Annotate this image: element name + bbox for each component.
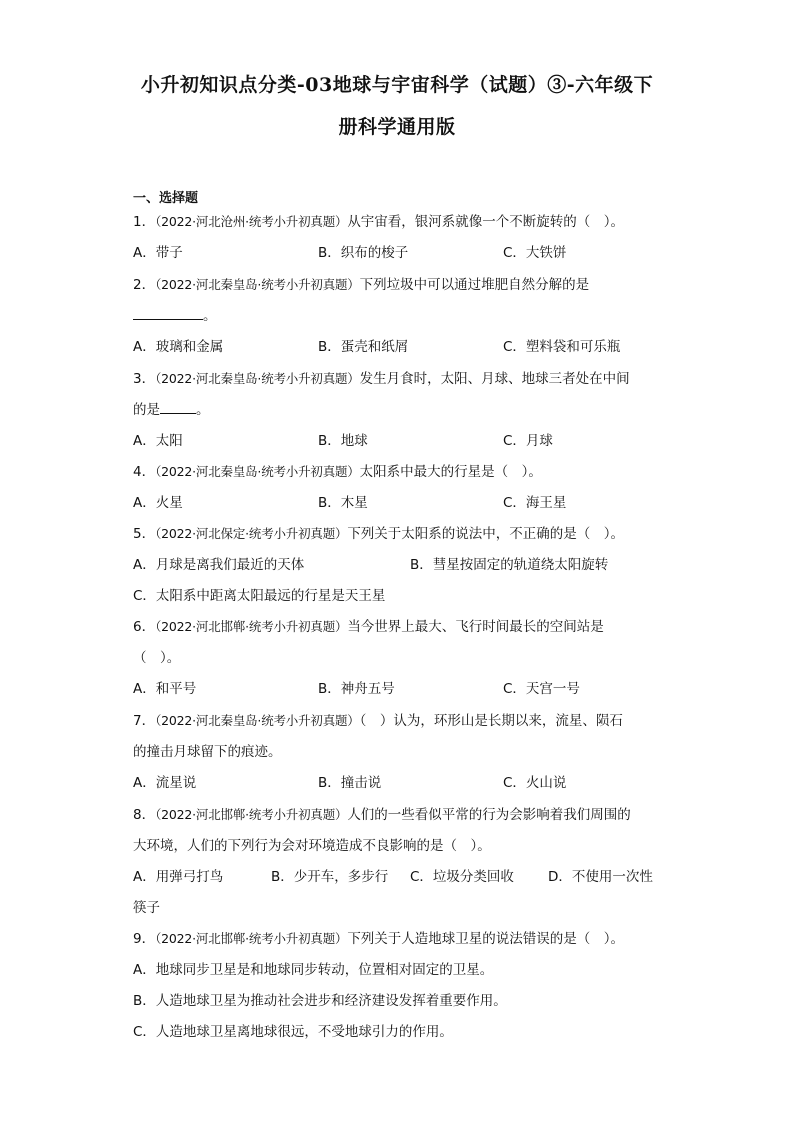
question-3 (133, 370, 663, 388)
question-2 (133, 276, 663, 294)
option-d-continued: 筷子 (133, 900, 160, 916)
option-b: B．人造地球卫星为推动社会进步和经济建设发挥着重要作用。 (133, 993, 507, 1009)
answer-blank (133, 307, 203, 320)
question-source: （2022·河北秦皇岛·统考小升初真题） (155, 371, 360, 386)
question-8 (133, 806, 663, 824)
question-source: （2022·河北沧州·统考小升初真题） (155, 214, 348, 229)
question-source: （2022·河北邯郸·统考小升初真题） (155, 619, 348, 634)
option-c: C．月球 (503, 433, 553, 449)
question-source: （2022·河北秦皇岛·统考小升初真题） (155, 713, 360, 728)
question-number: 3． (133, 371, 156, 387)
option-c: C．人造地球卫星离地球很远，不受地球引力的作用。 (133, 1024, 453, 1040)
option-c: C．大铁饼 (503, 245, 567, 261)
question-text-2: 的撞击月球留下的痕迹。 (133, 744, 282, 760)
option-a: A．月球是离我们最近的天体 (133, 557, 305, 573)
option-b: B．神舟五号 (318, 681, 395, 697)
option-b: B．织布的梭子 (318, 245, 409, 261)
option-b: B．少开车，多步行 (271, 869, 389, 885)
question-number: 2． (133, 277, 156, 293)
question-1 (133, 213, 663, 231)
question-3-line2 (133, 401, 663, 419)
question-number: 6． (133, 619, 156, 635)
question-text-2: 的是 (133, 402, 160, 418)
question-4 (133, 463, 663, 481)
answer-blank (160, 401, 196, 414)
question-text: 下列垃圾中可以通过堆肥自然分解的是 (359, 277, 590, 293)
question-text-end: 。 (203, 308, 217, 324)
question-text: （ ）认为，环形山是长期以来，流星、陨石 (359, 713, 623, 729)
question-6-line2 (133, 649, 663, 667)
option-b: B．地球 (318, 433, 368, 449)
question-2-line2 (133, 307, 663, 325)
question-text: 下列关于太阳系的说法中，不正确的是（ ）。 (347, 526, 625, 542)
option-b: B．彗星按固定的轨道绕太阳旋转 (410, 557, 609, 573)
question-5 (133, 525, 663, 543)
question-source: （2022·河北邯郸·统考小升初真题） (155, 931, 348, 946)
question-source: （2022·河北保定·统考小升初真题） (155, 526, 348, 541)
question-text-end: 。 (196, 402, 210, 418)
question-source: （2022·河北邯郸·统考小升初真题） (155, 807, 348, 822)
option-a: A．火星 (133, 495, 183, 511)
question-text: 从宇宙看，银河系就像一个不断旋转的（ ）。 (347, 214, 625, 230)
option-c: C．火山说 (503, 775, 567, 791)
question-number: 9． (133, 931, 156, 947)
question-number: 1． (133, 214, 156, 230)
option-c: C．天宫一号 (503, 681, 580, 697)
option-c: C．海王星 (503, 495, 567, 511)
option-b: B．木星 (318, 495, 368, 511)
option-a: A．流星说 (133, 775, 197, 791)
option-a: A．带子 (133, 245, 183, 261)
question-8-line2 (133, 837, 663, 855)
question-number: 5． (133, 526, 156, 542)
option-d: D．不使用一次性 (548, 869, 653, 885)
question-6 (133, 618, 663, 636)
question-9 (133, 930, 663, 948)
document-title-line1: 小升初知识点分类-03地球与宇宙科学（试题）③-六年级下 (140, 74, 654, 96)
question-7-line2 (133, 743, 663, 761)
question-text-2: 大环境，人们的下列行为会对环境造成不良影响的是（ ）。 (133, 838, 491, 854)
option-b: B．蛋壳和纸屑 (318, 339, 409, 355)
option-c: C．太阳系中距离太阳最远的行星是天王星 (133, 588, 386, 604)
question-number: 4． (133, 464, 156, 480)
question-source: （2022·河北秦皇岛·统考小升初真题） (155, 277, 360, 292)
document-title-line2: 册科学通用版 (338, 116, 456, 138)
option-a: A．和平号 (133, 681, 197, 697)
question-text: 下列关于人造地球卫星的说法错误的是（ ）。 (347, 931, 625, 947)
question-text: 发生月食时，太阳、月球、地球三者处在中间 (359, 371, 630, 387)
option-c: C．垃圾分类回收 (410, 869, 514, 885)
question-7 (133, 712, 663, 730)
question-text-2: （ ）。 (133, 650, 181, 666)
question-source: （2022·河北秦皇岛·统考小升初真题） (155, 464, 360, 479)
option-a: A．用弹弓打鸟 (133, 869, 224, 885)
option-a: A．太阳 (133, 433, 183, 449)
question-text: 当今世界上最大、飞行时间最长的空间站是 (347, 619, 604, 635)
option-a: A．玻璃和金属 (133, 339, 224, 355)
option-b: B．撞击说 (318, 775, 382, 791)
option-c: C．塑料袋和可乐瓶 (503, 339, 621, 355)
question-number: 7． (133, 713, 156, 729)
section-title: 一、选择题 (133, 191, 199, 206)
question-number: 8． (133, 807, 156, 823)
option-a: A．地球同步卫星是和地球同步转动，位置相对固定的卫星。 (133, 962, 494, 978)
question-text: 人们的一些看似平常的行为会影响着我们周围的 (347, 807, 631, 823)
question-text: 太阳系中最大的行星是（ ）。 (359, 464, 542, 480)
